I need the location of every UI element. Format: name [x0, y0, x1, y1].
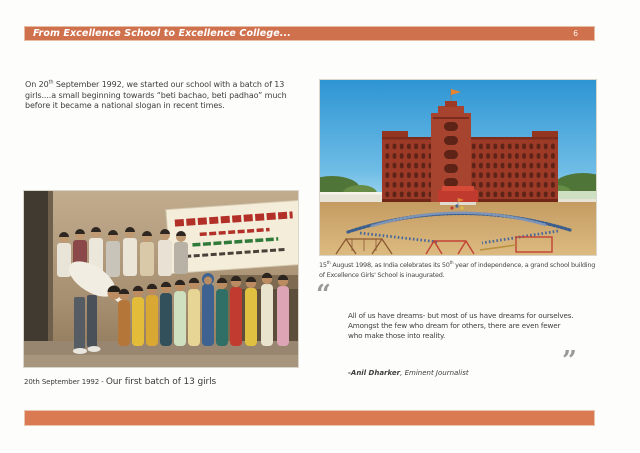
footer-bar — [24, 410, 595, 426]
ordinal-suffix: th — [449, 259, 454, 265]
caption-text-part: August 1998, as India celebrates its 50 — [330, 261, 450, 269]
intro-text-part: September 1992, we started our school with a batch of 13 — [53, 80, 285, 89]
quote-text — [348, 311, 573, 341]
intro-line: before it became a national slogan in recent times. — [25, 101, 225, 111]
first-batch-photo — [23, 190, 299, 368]
page-title: From Excellence School to Excellence College... — [33, 28, 291, 39]
ordinal-suffix: th — [326, 259, 331, 265]
left-photo-caption — [24, 369, 216, 388]
intro-line: girls....a small beginning towards “beti bachao, beti padhao” much — [25, 90, 287, 100]
header-bar — [24, 26, 595, 41]
close-quote-mark: ” — [562, 346, 577, 376]
intro-line — [25, 80, 287, 91]
quote-line: All of us have dreams- but most of us have dreams for ourselves. — [348, 311, 574, 320]
caption-title: Our first batch of 13 girls — [105, 377, 217, 387]
page-number: 6 — [573, 29, 578, 38]
ordinal-suffix: th — [48, 79, 54, 86]
caption-text-part: 15 — [319, 261, 327, 269]
group-photo-image — [24, 191, 298, 367]
quote-attribution — [348, 369, 469, 377]
quote-line: Amongst the few who dream for others, there are even fewer — [348, 321, 561, 330]
school-building-image — [320, 80, 596, 255]
attribution-role: , Eminent Journalist — [400, 369, 469, 377]
intro-paragraph — [25, 80, 287, 112]
caption-text-part: year of independence, a grand school building of Excellence Girls' School is inaugurated. — [319, 261, 596, 279]
open-quote-mark: “ — [316, 280, 331, 310]
school-building-photo — [319, 79, 597, 256]
caption-date: 20th September 1992 - — [24, 378, 106, 386]
intro-text-part: On 20 — [25, 80, 49, 89]
attribution-name: -Anil Dharker — [348, 369, 401, 377]
right-photo-caption — [319, 261, 599, 280]
quote-line: who make those into reality. — [348, 331, 446, 340]
